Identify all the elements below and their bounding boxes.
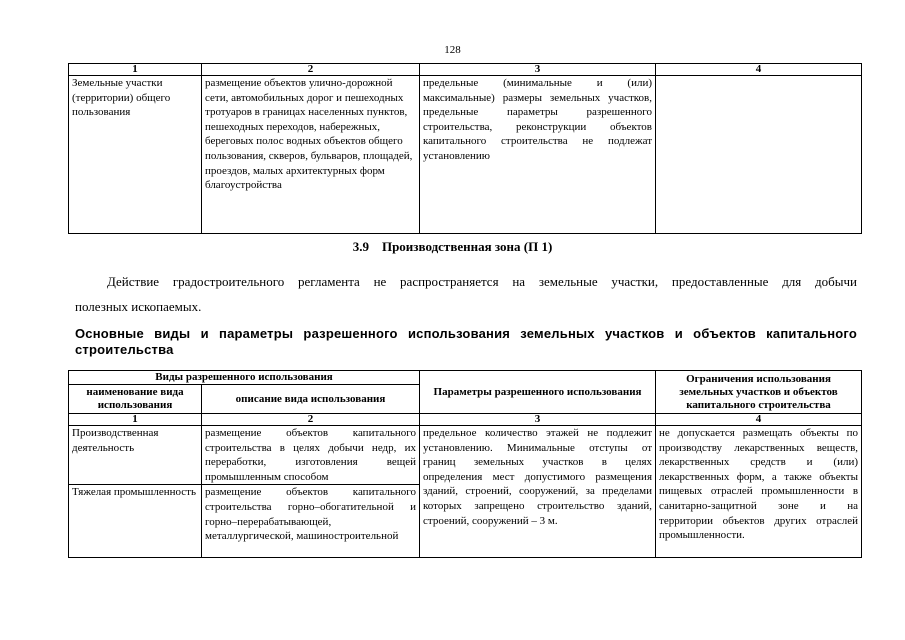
regulation-paragraph-line2: полезных ископаемых. — [75, 299, 202, 314]
section-number: 3.9 — [352, 239, 369, 254]
use-restrictions: не допускается размещать объекты по производству лекарственных веществ, лекарственных средств и (или) лекарственных форм, а также объекты пищевых отраслей промышленности в санитарно-защитной зоне и на территории объектов других отраслей промышленности. — [656, 426, 862, 558]
land-use-table-continued — [68, 63, 862, 234]
section-title — [0, 239, 905, 255]
table-heading — [75, 326, 857, 358]
header-use-description: описание вида использования — [202, 385, 420, 414]
header-group: Виды разрешенного использования — [69, 371, 420, 385]
header-restrictions: Ограничения использования земельных участков и объектов капитального строительства — [656, 371, 862, 414]
column-number: 2 — [202, 64, 420, 76]
column-number-row — [69, 64, 862, 76]
header-use-name: наименование вида использования — [69, 385, 202, 414]
column-number: 3 — [420, 64, 656, 76]
column-number: 4 — [656, 64, 862, 76]
table-row — [69, 426, 862, 485]
column-number: 1 — [69, 414, 202, 426]
use-type-name: Земельные участки (территории) общего пользования — [69, 76, 202, 234]
use-type-description: размещение объектов улично-дорожной сети, автомобильных дорог и пешеходных тротуаров в границах населенных пунктов, пешеходных переходов, набережных, береговых полос водных объектов общего пользования, скверов, бульваров, площадей, проездов, малых архитектурных форм благоустройства — [202, 76, 420, 234]
use-parameters: предельное количество этажей не подлежит установлению. Минимальные отступы от границ земельных участков в целях определения мест допустимого размещения зданий, строений, сооружений, за пределами которых запрещено строительство зданий, строений, сооружений – 3 м. — [420, 426, 656, 558]
use-parameters: предельные (минимальные и (или) максимальные) размеры земельных участков, предельные параметры разрешенного строительства, реконструкции объектов капитального строительства не подлежат установлению — [420, 76, 656, 234]
column-number: 2 — [202, 414, 420, 426]
production-zone-table — [68, 370, 862, 558]
table-row — [69, 76, 862, 234]
column-number: 1 — [69, 64, 202, 76]
use-restrictions — [656, 76, 862, 234]
use-type-description: размещение объектов капитального строительства в целях добычи недр, их переработки, изготовления вещей промышленным способом — [202, 426, 420, 485]
header-parameters: Параметры разрешенного использования — [420, 371, 656, 414]
column-number: 3 — [420, 414, 656, 426]
table-heading-line2: строительства — [75, 342, 174, 357]
section-title-text: Производственная зона (П 1) — [381, 239, 553, 254]
table-heading-line1: Основные виды и параметры разрешенного использования земельных участков и объектов капитального — [75, 326, 857, 341]
use-type-name: Тяжелая промышленность — [69, 485, 202, 558]
use-type-description: размещение объектов капитального строительства горно–обогатительной и горно–перерабатывающей, металлургической, машиностроительной — [202, 485, 420, 558]
column-number: 4 — [656, 414, 862, 426]
use-type-name: Производственная деятельность — [69, 426, 202, 485]
page-number: 128 — [444, 44, 461, 56]
regulation-paragraph-line1: Действие градостроительного регламента не распространяется на земельные участки, предоставленные для добычи — [107, 274, 857, 289]
column-number-row — [69, 414, 862, 426]
header-row — [69, 371, 862, 385]
